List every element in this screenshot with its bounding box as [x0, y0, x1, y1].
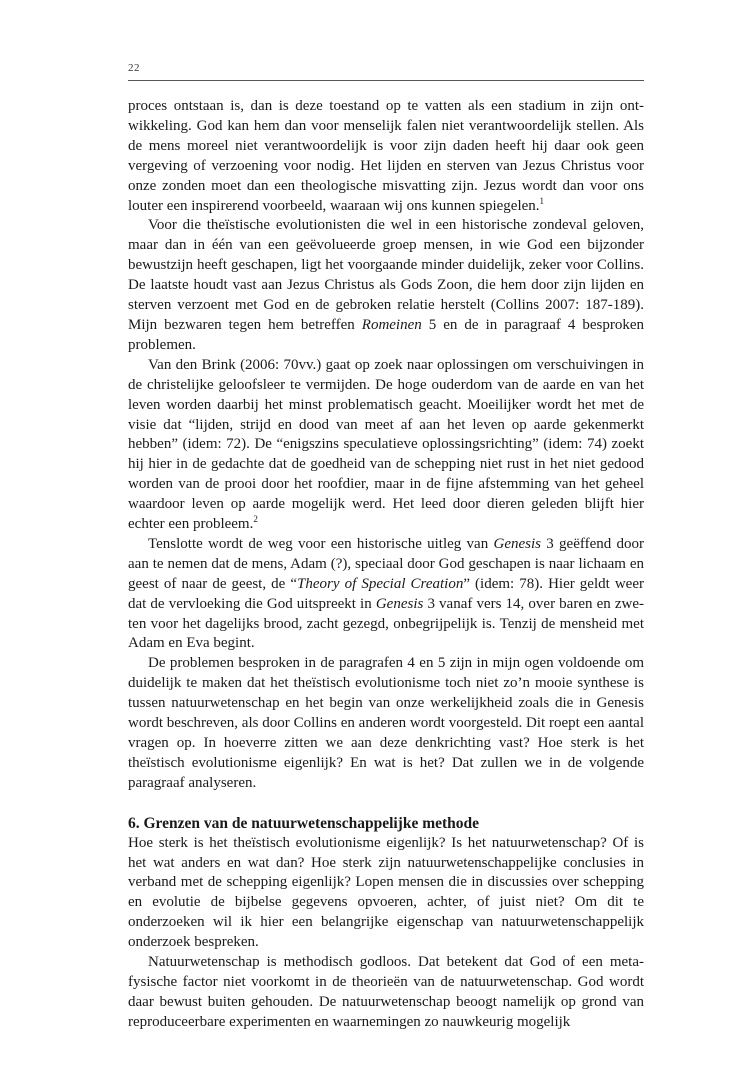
book-title-romeinen: Romeinen: [361, 316, 422, 333]
section-paragraph-2: Natuurwetenschap is methodisch godloos. Dat betekent dat God of een metafysische factor niet voorkomt in de theorieën van de natuurwetenschap. God wordt daar bewust buiten gehouden. De natuurwetenschap beoogt namelijk op grond van reproduceerbare experimenten en waarnemingen zo nauwkeurig mogelijk: [128, 954, 644, 1030]
paragraph-text: 3 vanaf vers 14, over baren en zweten voor het dagelijks brood, zacht gezegd, onbegrijpelijk is. Tenzij de mensheid met Adam en Eva begint.: [128, 595, 644, 652]
paragraph-text: 3 geëffend door aan te nemen dat de mens, Adam (?), speciaal door God geschapen is naar lichaam en geest of naar de geest, de “: [128, 535, 645, 592]
paragraph-text: Voor die theïstische evolutionisten die wel in een historische zondeval geloven, maar dan in één van een geëvolueerde groep mensen, in wie God een bijzonder bewustzijn heeft geschapen, ligt het voorgaande minder duidelijk, zeker voor Collins. De laatste houdt vast aan Jezus Christus als Gods Zoon, die hem door zijn lijden en sterven verzoent met God en de gebroken relatie herstelt (Collins 2007: 187-189). Mijn bezwaren tegen hem betreffen: [128, 217, 644, 333]
book-title-genesis: Genesis: [375, 595, 424, 612]
book-title-genesis: Genesis: [493, 535, 541, 552]
footnote-marker: 1: [539, 195, 545, 206]
page-number: 22: [128, 62, 140, 74]
body-text: [128, 97, 644, 1033]
header-rule: [128, 80, 644, 81]
paragraph-2: [128, 216, 644, 355]
paragraph-4: [128, 535, 644, 654]
paragraph-1: [128, 97, 644, 216]
paragraph-text: De problemen besproken in de paragrafen 4 en 5 zijn in mijn ogen voldoende om duidelijk te maken dat het theïstisch evolutionisme toch niet zo’n mooie synthese is tussen natuurwetenschap en het begin van onze werkelijkheid zoals die in Genesis wordt beschreven, als door Collins en anderen wordt voorgesteld. Dit roept een aantal vragen op. In hoeverre zitten we aan deze denkrichting vast? Hoe sterk is het theïstisch evolutionisme eigenlijk? En wat is het? Dat zullen we in de volgende paragraaf analyseren.: [128, 655, 644, 791]
paragraph-text: ” (idem: 78). Hier geldt weer dat de vervloeking die God uitspreekt in: [128, 575, 644, 612]
section-paragraph-1: Hoe sterk is het theïstisch evolutionisme eigenlijk? Is het natuurwetenschap? Of is het wat anders en wat dan? Hoe sterk zijn natuurwetenschappelijke conclusies in verband met de schepping eigenlijk? Lopen mensen die in discussies over schepping en evolutie de bijbelse gegevens opvoeren, achter, of juist niet? Om dit te onderzoeken wil ik hier een belangrijke eigenschap van natuurwetenschappelijk onderzoek bespreken.: [128, 834, 644, 951]
paragraph-5: [128, 654, 644, 793]
paragraph-text: 5 en de in paragraaf 4 besproken problemen.: [128, 316, 644, 353]
paragraph-text: Tenslotte wordt de weg voor een historische uitleg van: [148, 535, 494, 552]
footnote-marker: 2: [253, 514, 258, 525]
section-heading: 6. Grenzen van de natuurwetenschappelijke methode: [128, 814, 480, 832]
theory-title: Theory of Special Creation: [297, 575, 464, 592]
paragraph-text: proces ontstaan is, dan is deze toestand op te vatten als een stadium in zijn ontwikkeling. God kan hem dan voor menselijk falen niet verantwoordelijk stellen. Als de mens moreel niet verantwoordelijk is voor zijn daden heeft hij daar ook geen vergeving of verzoening voor nodig. Het lijden en sterven van Jezus Christus voor onze zonden moet dan een theologische misvatting zijn. Jezus wordt dan voor ons louter een inspirerend voorbeeld, waaraan wij ons kunnen spiegelen.: [128, 98, 644, 214]
paragraph-3: [128, 356, 644, 535]
paragraph-text: Van den Brink (2006: 70vv.) gaat op zoek naar oplossingen om verschuivingen in de christelijke geloofsleer te vermijden. De hoge ouderdom van de aarde en van het leven worden daarbij het minst problematisch geacht. Moeilijker wordt het met de visie dat “lijden, strijd en dood van meet af aan het leven op aarde gekenmerkt hebben” (idem: 72). De “enigszins speculatieve oplossingsrichting” (idem: 74) zoekt hij hier in de gedachte dat de goedheid van de schepping niet rust in het niet gedood worden van de prooi door het roofdier, maar in de fijne afstemming van het geheel waardoor leven op aarde mogelijk werd. Het leed door dieren geleden blijft hier echter een probleem.: [128, 356, 644, 533]
